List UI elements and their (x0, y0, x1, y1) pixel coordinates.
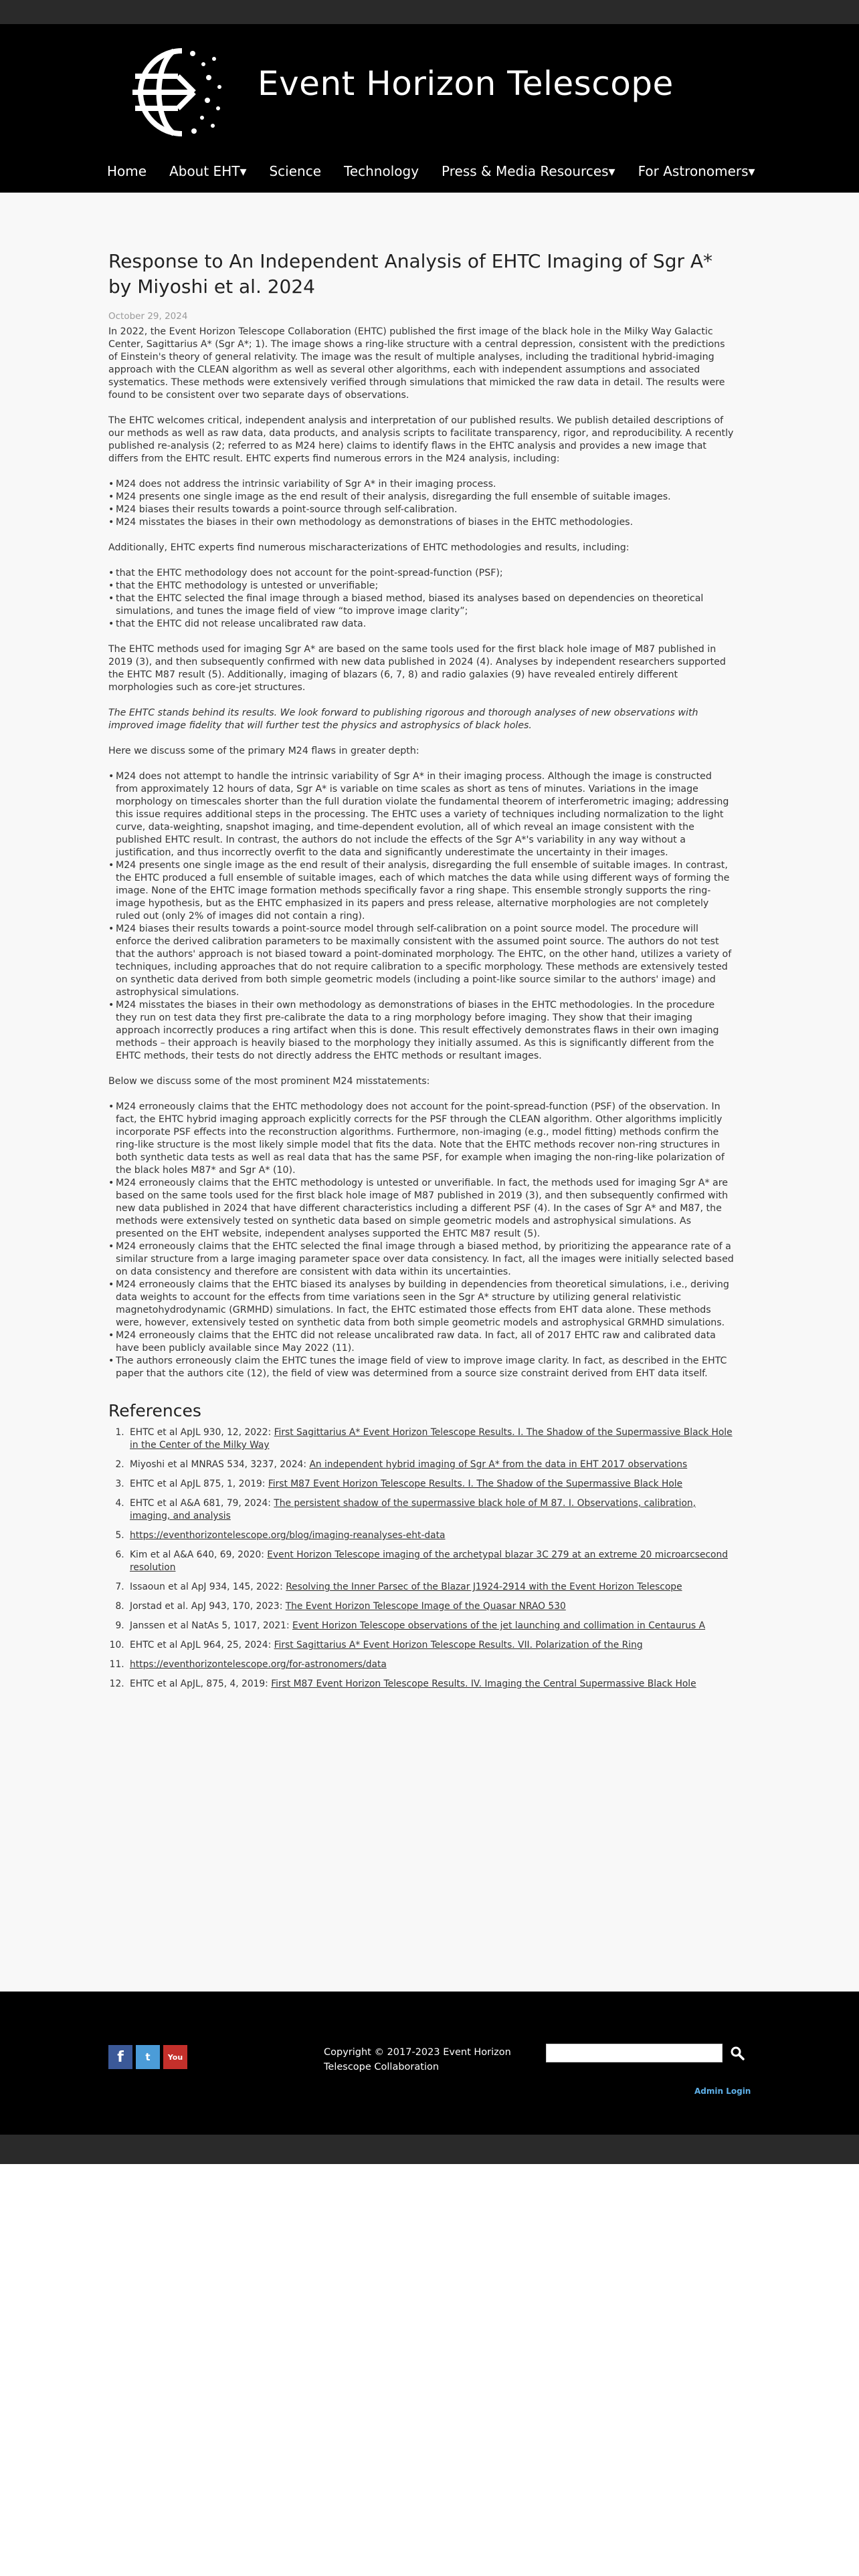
site-footer (0, 1992, 859, 2135)
site-header (0, 24, 859, 193)
references-heading: References (108, 1401, 201, 1420)
nav-about[interactable]: About EHT▾ (169, 163, 247, 179)
copyright-text: Copyright © 2017-2023 Event Horizon Telescope Collaboration (324, 2047, 511, 2072)
reference-cite: EHTC et al A&A 681, 79, 2024: (130, 1498, 271, 1509)
reference-cite: EHTC et al ApJL 964, 25, 2024: (130, 1640, 272, 1650)
list-item: • M24 misstates the biases in their own methodology as demonstrations of biases in the EHTC methodologies. (108, 516, 736, 529)
list-item: • M24 erroneously claims that the EHTC biased its analyses by building in dependencies from theoretical simulations, i.e., deriving data weights to account for the effects from time variations seen in the Sgr A* structure by utilizing general relativistic magnetohydrodynamic (GRMHD) simulations. In fact, the EHTC estimated those effects from EHT data alone. These methods were, however, extensively tested on synthetic data from both simple geometric models and astrophysical GRMHD simulations. (108, 1279, 736, 1329)
reference-link[interactable]: First Sagittarius A* Event Horizon Telescope Results. VII. Polarization of the Ring (274, 1640, 643, 1650)
nav-press[interactable]: Press & Media Resources▾ (442, 163, 615, 179)
reference-link[interactable]: First Sagittarius A* Event Horizon Telescope Results. I. The Shadow of the Supermassive Black Hole in the Center of the Milky Way (130, 1427, 733, 1451)
reference-cite: Issaoun et al ApJ 934, 145, 2022: (130, 1582, 283, 1592)
flaws-list (108, 770, 736, 1063)
mischaracterizations-list (108, 567, 736, 631)
list-item: • M24 erroneously claims that the EHTC did not release uncalibrated raw data. In fact, all of 2017 EHTC raw and calibrated data have been publicly available since May 2022 (11). (108, 1329, 736, 1355)
list-item: • M24 biases their results towards a point-source model through self-calibration on a point source model. The procedure will enforce the derived calibration parameters to be maximally consistent with the assumed point source. The authors do not test that the authors' approach is not biased toward a point-dominated morphology. The EHTC, on the other hand, utilizes a variety of techniques, including approaches that do not require calibration to a specific morphology. These methods are extensively tested on synthetic data derived from both simple geometric models (including a point-like source similar to the authors' image) and astrophysical simulations. (108, 923, 736, 999)
list-item: • M24 presents one single image as the end result of their analysis, disregarding the full ensemble of suitable images. In contrast, the EHTC produced a full ensemble of suitable images, each of which matches the data while using different ways of forming the image. None of the EHTC image formation methods specifically favor a ring shape. This ensemble strongly supports the ring-image hypothesis, but as the EHTC emphasized in its papers and press release, alternative morphologies are not completely ruled out (only 2% of images did not contain a ring). (108, 859, 736, 923)
nav-science[interactable]: Science (269, 163, 322, 179)
reference-link[interactable]: First M87 Event Horizon Telescope Results. IV. Imaging the Central Supermassive Black Hole (271, 1679, 696, 1689)
reference-cite: EHTC et al ApJL, 875, 4, 2019: (130, 1679, 268, 1689)
paragraph-welcome: The EHTC welcomes critical, independent analysis and interpretation of our published results. We publish detailed descriptions of our methods as well as raw data, data products, and analysis scripts to facilitate transparency, rigor, and reproducibility. A recently published re-analysis (2; referred to as M24 here) claims to identify flaws in the EHTC analysis and provides a new image that differs from the EHTC result. EHTC experts find numerous errors in the M24 analysis, including: (108, 415, 734, 464)
reference-item (127, 1529, 736, 1542)
reference-cite: Miyoshi et al MNRAS 534, 3237, 2024: (130, 1459, 307, 1470)
list-item: • M24 presents one single image as the end result of their analysis, disregarding the full ensemble of suitable images. (108, 491, 736, 504)
reference-cite: EHTC et al ApJL 930, 12, 2022: (130, 1427, 272, 1438)
paragraph-additionally: Additionally, EHTC experts find numerous mischaracterizations of EHTC methodologies and results, including: (108, 542, 630, 553)
reference-cite: Janssen et al NatAs 5, 1017, 2021: (130, 1620, 290, 1631)
list-item: • that the EHTC methodology does not account for the point-spread-function (PSF); (108, 567, 736, 580)
reference-link[interactable]: First M87 Event Horizon Telescope Results. I. The Shadow of the Supermassive Black Hole (268, 1479, 683, 1489)
reference-item (127, 1459, 736, 1471)
reference-item (127, 1581, 736, 1594)
reference-item (127, 1639, 736, 1652)
reference-link[interactable]: Resolving the Inner Parsec of the Blazar J1924-2914 with the Event Horizon Telescope (286, 1582, 682, 1592)
errors-list (108, 478, 736, 529)
admin-login-link[interactable]: Admin Login (694, 2086, 751, 2096)
list-item: • M24 biases their results towards a point-source through self-calibration. (108, 504, 736, 516)
article (108, 249, 736, 1697)
paragraph-misstatements-intro: Below we discuss some of the most prominent M24 misstatements: (108, 1076, 430, 1087)
references-list (108, 1426, 736, 1691)
nav-home[interactable]: Home (107, 163, 147, 179)
twitter-icon[interactable]: t (136, 2045, 160, 2069)
reference-link[interactable]: The Event Horizon Telescope Image of the Quasar NRAO 530 (285, 1601, 566, 1612)
paragraph-methods: The EHTC methods used for imaging Sgr A* are based on the same tools used for the first black hole image of M87 published in 2019 (3), and then subsequently confirmed with new data published in 2024 (4). Analyses by independent researchers supported the EHTC M87 result (5). Additionally, imaging of blazars (6, 7, 8) and radio galaxies (9) have revealed entirely different morphologies such as core-jet structures. (108, 644, 726, 693)
reference-item (127, 1600, 736, 1613)
paragraph-flaws-intro: Here we discuss some of the primary M24 flaws in greater depth: (108, 746, 419, 756)
social-links (108, 2045, 191, 2069)
list-item: • that the EHTC did not release uncalibrated raw data. (108, 618, 736, 631)
list-item: • that the EHTC methodology is untested or unverifiable; (108, 580, 736, 593)
bottom-strip (0, 2135, 859, 2164)
site-title[interactable]: Event Horizon Telescope (258, 64, 674, 103)
list-item: • M24 erroneously claims that the EHTC methodology does not account for the point-spread-function (PSF) of the observation. In fact, the EHTC hybrid imaging approach explicitly corrects for the PSF through the CLEAN algorithm. Other algorithms implicitly incorporate PSF effects into the reconstruction algorithms. Furthermore, non-imaging (e.g., model fitting) methods confirm the ring-like structure is the most likely simple model that fits the data. Note that the EHTC methods recover non-ring structures in both synthetic data tests as well as real data that has the same PSF, for example when imaging the non-ring-like polarization of the black holes M87* and Sgr A* (10). (108, 1101, 736, 1177)
reference-link[interactable]: Event Horizon Telescope observations of the jet launching and collimation in Centaurus A (292, 1620, 706, 1631)
list-item: • M24 erroneously claims that the EHTC selected the final image through a biased method, by prioritizing the appearance rate of a similar structure from a large imaging parameter space over data consistency. In fact, all the images were initially selected based on data consistency and therefore are consistent with data within its uncertainties. (108, 1241, 736, 1279)
paragraph-stands-behind: The EHTC stands behind its results. We look forward to publishing rigorous and thorough analyses of new observations with improved image fidelity that will further test the physics and astrophysics of black holes. (108, 708, 698, 731)
reference-link[interactable]: An independent hybrid imaging of Sgr A* from the data in EHT 2017 observations (309, 1459, 688, 1470)
reference-item (127, 1426, 736, 1452)
article-date: October 29, 2024 (108, 311, 188, 322)
search-input[interactable] (546, 2044, 723, 2062)
search-icon[interactable] (729, 2045, 747, 2062)
reference-item (127, 1549, 736, 1574)
article-title: Response to An Independent Analysis of EHTC Imaging of Sgr A* by Miyoshi et al. 2024 (108, 250, 713, 298)
nav-astronomers[interactable]: For Astronomers▾ (638, 163, 755, 179)
top-strip (0, 0, 859, 24)
reference-item (127, 1497, 736, 1523)
eht-globe-logo[interactable] (120, 39, 227, 146)
reference-link[interactable]: https://eventhorizontelescope.org/for-astronomers/data (130, 1659, 387, 1670)
list-item: • that the EHTC selected the final image through a biased method, biased its analyses based on dependencies on theoretical simulations, and tunes the image field of view “to improve image clarity”; (108, 593, 736, 618)
reference-item (127, 1658, 736, 1671)
list-item: • M24 erroneously claims that the EHTC methodology is untested or unverifiable. In fact, the methods used for imaging Sgr A* are based on the same tools used for the first black hole image of M87 published in 2019 (3), and then subsequently confirmed with new data published in 2024 that have different characteristics including a different PSF (4). In the cases of Sgr A* and M87, the methods were extensively tested on synthetic data based on simple geometric models and astrophysical simulations. As presented on the EHT website, independent analyses supported the EHTC M87 result (5). (108, 1177, 736, 1241)
misstatements-list (108, 1101, 736, 1380)
facebook-icon[interactable]: f (108, 2045, 132, 2069)
main-nav (107, 163, 778, 190)
reference-item (127, 1620, 736, 1632)
list-item: • M24 misstates the biases in their own methodology as demonstrations of biases in the EHTC methodologies. In the procedure they run on test data they first pre-calibrate the data to a ring morphology before imaging. They show that their imaging approach incorrectly produces a ring artifact when this is done. This result effectively demonstrates flaws in their own imaging methods – their approach is heavily biased to the morphology they initially assumed. As this is significantly different from the EHTC methods, their tests do not directly address the EHTC methods or resultant images. (108, 999, 736, 1063)
reference-link[interactable]: The persistent shadow of the supermassive black hole of M 87. I. Observations, calibration, imaging, and analysis (130, 1498, 696, 1521)
paragraph-intro: In 2022, the Event Horizon Telescope Collaboration (EHTC) published the first image of the black hole in the Milky Way Galactic Center, Sagittarius A* (Sgr A*; 1). The image shows a ring-like structure with a central depression, consistent with the predictions of Einstein's theory of general relativity. The image was the result of multiple analyses, including the traditional hybrid-imaging approach with the CLEAN algorithm as well as several other algorithms, each with independent assumptions and associated systematics. These methods were extensively verified through simulations that mimicked the raw data in detail. The results were found to be consistent over two separate days of observations. (108, 326, 725, 401)
reference-cite: Kim et al A&A 640, 69, 2020: (130, 1549, 264, 1560)
reference-cite: EHTC et al ApJL 875, 1, 2019: (130, 1479, 266, 1489)
reference-item (127, 1478, 736, 1491)
main-content-area (0, 193, 859, 1992)
list-item: • The authors erroneously claim the EHTC tunes the image field of view to improve image clarity. In fact, as described in the EHTC paper that the authors cite (12), the field of view was determined from a source size constraint derived from EHT data itself. (108, 1355, 736, 1380)
reference-item (127, 1678, 736, 1691)
youtube-icon[interactable]: You (163, 2045, 187, 2069)
reference-link[interactable]: Event Horizon Telescope imaging of the archetypal blazar 3C 279 at an extreme 20 microarcsecond resolution (130, 1549, 728, 1573)
reference-link[interactable]: https://eventhorizontelescope.org/blog/imaging-reanalyses-eht-data (130, 1530, 446, 1541)
list-item: • M24 does not attempt to handle the intrinsic variability of Sgr A* in their imaging process. Although the image is constructed from approximately 12 hours of data, Sgr A* is variable on time scales as short as tens of minutes. Variations in the image morphology on timescales shorter than the full duration violate the fundamental theorem of interferometric imaging; addressing this issue requires additional steps in the processing. The EHTC uses a variety of techniques including normalization to the light curve, data-weighting, snapshot imaging, and time-dependent evolution, all of which reveal an image consistent with the published EHTC result. In contrast, the authors do not include the effects of the Sgr A*'s variability in any way without a justification, and thus incorrectly overfit to the data and significantly underestimate the uncertainty in their images. (108, 770, 736, 859)
nav-technology[interactable]: Technology (344, 163, 419, 179)
list-item: • M24 does not address the intrinsic variability of Sgr A* in their imaging process. (108, 478, 736, 491)
reference-cite: Jorstad et al. ApJ 943, 170, 2023: (130, 1601, 283, 1612)
